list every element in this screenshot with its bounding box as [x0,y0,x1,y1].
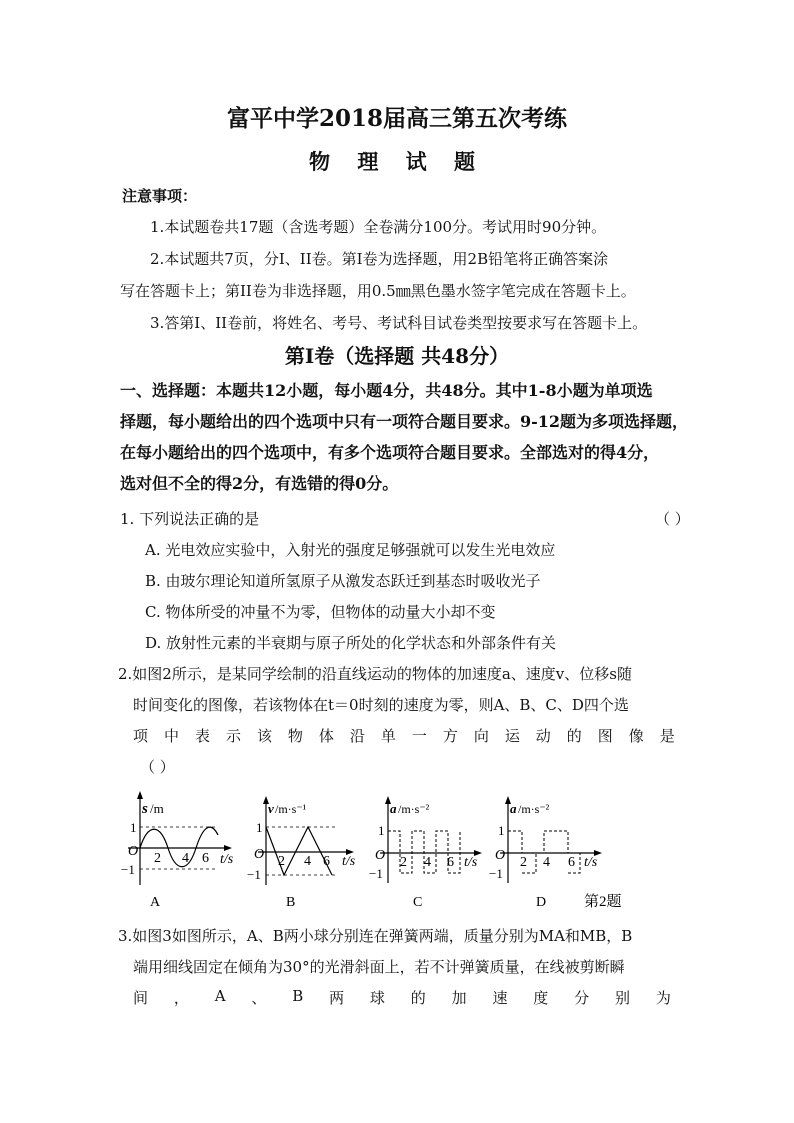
graph-d-ylabel-unit: /m·s⁻² [518,802,550,816]
q3-char: 球 [369,989,385,1007]
question-1-option-d: D. 放射性元素的半衰期与原子所处的化学状态和外部条件有关 [145,634,557,652]
q3-char: 别 [614,989,630,1007]
figure-2-caption: 第2题 [584,894,622,910]
question-2-line-3 [133,725,675,746]
page-title: 富平中学2018届高三第五次考练 [226,105,567,132]
q2-char: 的 [566,727,582,745]
graph-a-ylabel-unit: /m [150,801,164,816]
graph-a-ytick-neg: −1 [121,862,135,877]
graph-a [121,791,234,910]
graph-b-ylabel-unit: /m·s⁻¹ [275,802,307,816]
question-2-line-1: 2.如图2所示，是某同学绘制的沿直线运动的物体的加速度a、速度v、位移s随 [118,665,632,683]
graph-a-xtick-2: 2 [154,851,161,866]
graph-a-origin: O [128,844,139,859]
q3-char: B [292,987,304,1005]
q2-char: 表 [194,727,210,745]
graph-b-ytick-pos: 1 [256,820,263,835]
q2-char: 单 [380,727,396,745]
notice-item-2-cont: 写在答题卡上；第II卷为非选择题，用0.5㎜黑色墨水签字笔完成在答题卡上。 [120,282,636,300]
q3-char: 的 [410,989,426,1007]
q2-char: 中 [163,727,179,745]
graph-d-xlabel: t/s [584,855,598,870]
graph-d-option-label: D [536,895,547,910]
q2-char: 沿 [349,727,365,745]
question-2-line-2: 时间变化的图像，若该物体在t＝0时刻的速度为零，则A、B、C、D四个选 [133,696,629,714]
question-2-answer-paren: （ ） [140,758,175,776]
q3-char: 、 [251,989,267,1007]
graph-b-option-label: B [286,895,296,910]
q2-char: 像 [628,727,644,745]
question-3-line-3 [133,987,671,1008]
question-1-answer-paren: （ ） [655,510,690,528]
notice-item-2: 2.本试题共7页，分Ⅰ、II卷。第Ⅰ卷为选择题，用2B铅笔将正确答案涂 [150,250,609,268]
graph-a-xtick-6: 6 [202,851,209,866]
q3-char: 速 [492,989,508,1007]
q3-char: 度 [533,989,549,1007]
graph-c-option-label: C [413,895,423,910]
question-1-stem: 1. 下列说法正确的是 [120,510,260,528]
graph-d-origin: O [495,848,506,863]
graph-c-origin: O [375,848,386,863]
graph-c-xtick-4: 4 [424,855,431,870]
q3-char: 加 [451,989,467,1007]
section-instructions-3: 在每小题给出的四个选项中，有多个选项符合题目要求。全部选对的得4分， [120,443,660,462]
question-1-option-b: B. 由玻尔理论知道所氢原子从激发态跃迁到基态时吸收光子 [145,572,541,590]
q2-char: 一 [411,727,427,745]
graph-b-xtick-4: 4 [304,854,311,869]
graph-d-ylabel-var: a [510,801,517,816]
section-instructions-2: 择题，每小题给出的四个选项中只有一项符合题目要求。9-12题为多项选择题， [120,412,689,431]
question-3-line-2: 端用细线固定在倾角为30°的光滑斜面上，若不计弹簧质量，在线被剪断瞬 [133,958,625,976]
q2-char: 动 [535,727,551,745]
graph-c-ytick-neg: −1 [369,866,383,881]
q2-char: 项 [133,727,149,745]
q2-char: 向 [473,727,489,745]
graph-a-option-label: A [150,895,161,910]
question-1-option-a: A. 光电效应实验中，入射光的强度足够强就可以发生光电效应 [145,541,556,559]
section-instructions-1: 一、选择题：本题共12小题，每小题4分，共48分。其中1-8小题为单项选 [120,381,653,400]
graph-c-ylabel-var: a [390,801,397,816]
notice-item-1: 1.本试题卷共17题（含选考题）全卷满分100分。考试用时90分钟。 [150,218,607,236]
q2-char: 运 [504,727,520,745]
graph-c-xtick-2: 2 [400,855,407,870]
q2-char: 是 [659,727,675,745]
graph-c-xlabel: t/s [464,855,478,870]
graph-c-ylabel-unit: /m·s⁻² [398,802,430,816]
question-3-line-1: 3.如图3如图所示，A、B两小球分别连在弹簧两端，质量分别为MA和MB，B [118,927,633,945]
q3-char: 两 [329,989,345,1007]
q2-char: 方 [442,727,458,745]
graph-c-ytick-pos: 1 [378,823,385,838]
graph-d-xtick-4: 4 [543,855,550,870]
section-instructions-4: 选对但不全的得2分，有选错的得0分。 [120,474,399,493]
graph-a-xlabel: t/s [220,852,234,867]
graph-a-ylabel-var: s [142,801,148,817]
page-subtitle: 物 理 试 题 [309,149,485,174]
graph-c [369,796,482,910]
q2-char: 物 [287,727,303,745]
q3-char: 分 [574,989,590,1007]
graph-d-ytick-pos: 1 [498,823,505,838]
q2-char: 示 [225,727,241,745]
graph-b-origin: O [254,847,265,862]
graph-a-xtick-4: 4 [182,851,189,866]
q3-char: A [214,987,226,1005]
section-heading: 第Ⅰ卷（选择题 共48分） [284,344,510,368]
graph-a-ytick-pos: 1 [130,820,137,835]
graph-c-xtick-6: 6 [447,855,454,870]
graph-b-xlabel: t/s [342,854,356,869]
notice-heading: 注意事项： [122,187,198,205]
graph-b [247,796,356,910]
graph-d-ytick-neg: −1 [489,866,503,881]
q3-char: 间 [133,989,149,1007]
question-1-option-c: C. 物体所受的冲量不为零，但物体的动量大小却不变 [145,603,496,621]
graph-b-ytick-neg: −1 [247,867,261,882]
notice-item-3: 3.答第Ⅰ、II卷前，将姓名、考号、考试科目试卷类型按要求写在答题卡上。 [150,314,648,332]
q3-char: ， [173,989,189,1007]
graph-b-xtick-6: 6 [323,854,330,869]
figure-2-motion-graphs [118,785,678,915]
graph-d-xtick-2: 2 [520,855,527,870]
graph-b-xtick-2: 2 [278,854,285,869]
graph-d [489,796,602,910]
q3-char: 为 [655,989,671,1007]
q2-char: 体 [318,727,334,745]
q2-char: 该 [256,727,272,745]
graph-b-ylabel-var: v [268,801,274,816]
q2-char: 图 [597,727,613,745]
graph-d-xtick-6: 6 [568,855,575,870]
